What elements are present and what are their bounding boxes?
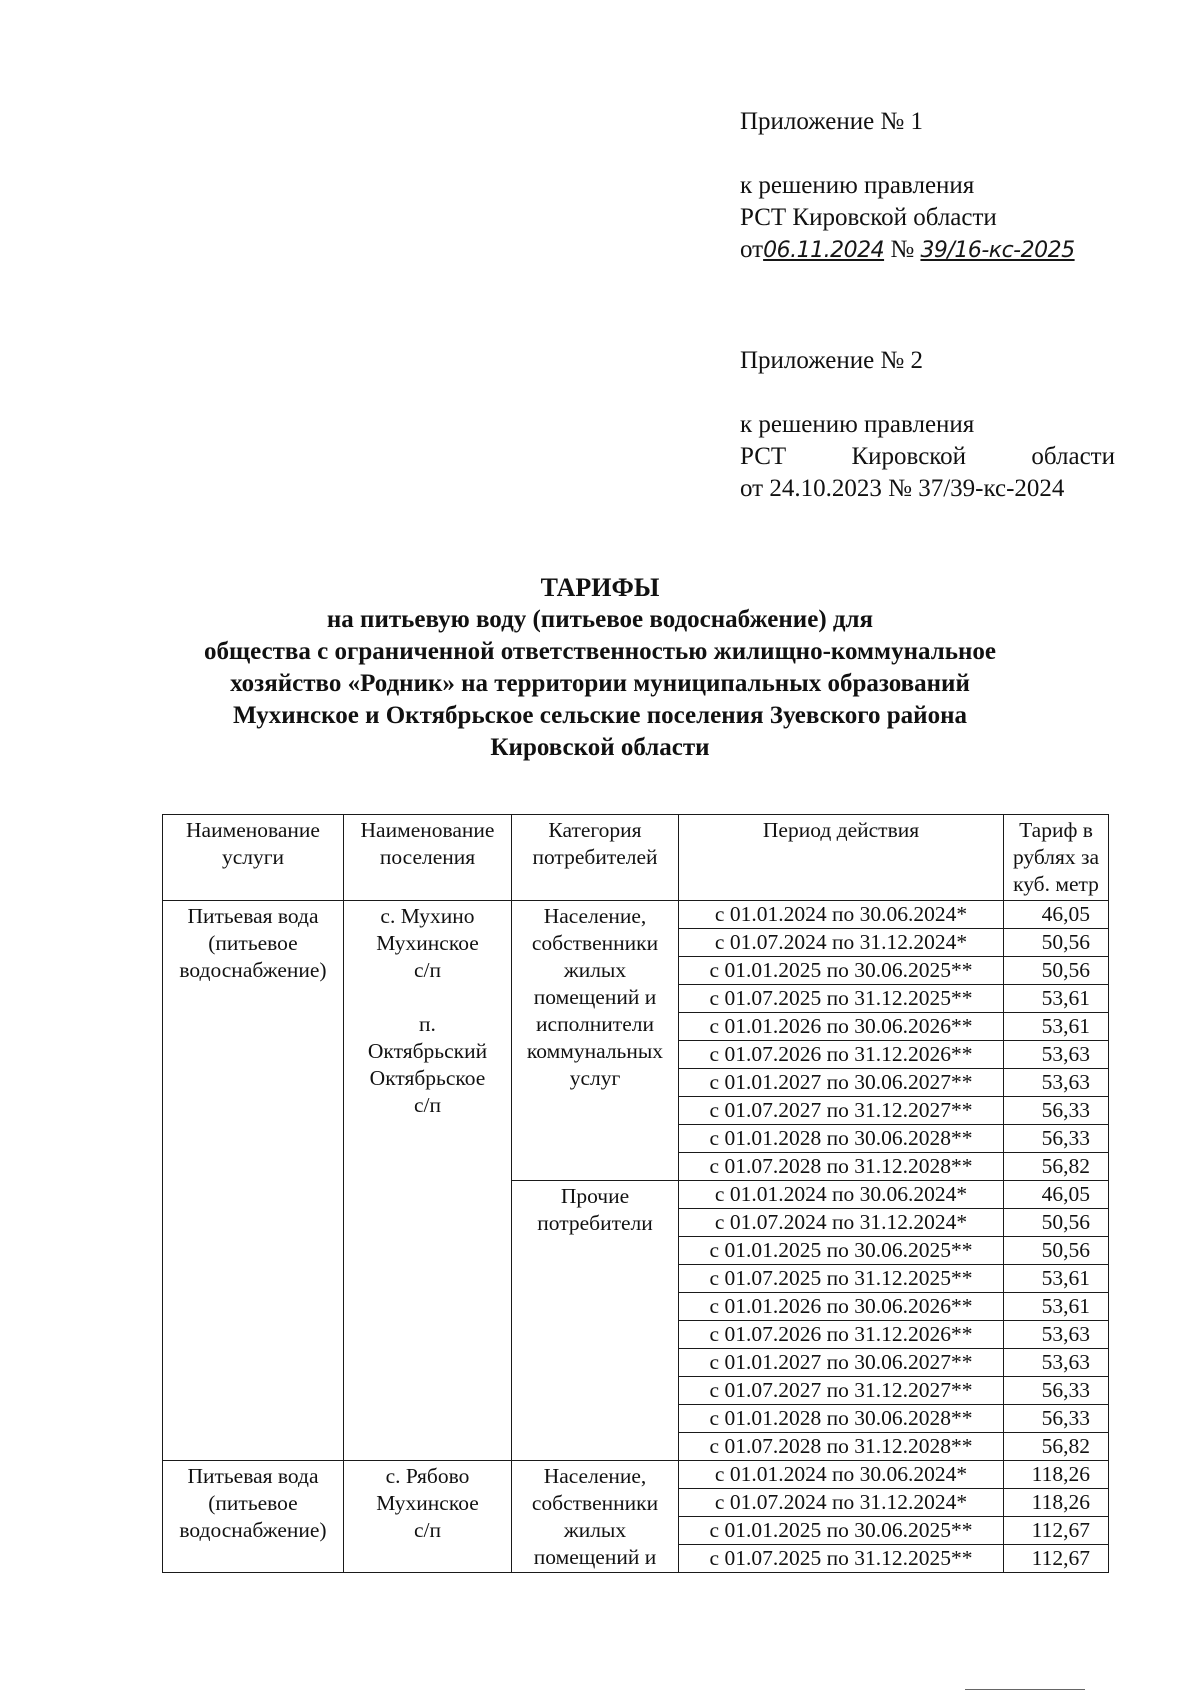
appendix-1-date-line (740, 234, 1115, 267)
appendix-1-line-1: к решению правления (740, 172, 975, 199)
cell-line: Прочие (560, 1184, 630, 1208)
period-cell (679, 1209, 1004, 1237)
appendix-2-line-3: от 24.10.2023 № 37/39-кс-2024 (740, 475, 1065, 502)
header-text: Тариф в (1019, 818, 1093, 842)
tariff-cell: 56,33 (1004, 1125, 1109, 1153)
period-cell (679, 1181, 1004, 1209)
period-cell (679, 1153, 1004, 1181)
period-text: с 01.01.2027 по 30.06.2027** (709, 1350, 973, 1374)
period-cell (679, 957, 1004, 985)
cell-line: с. Рябово (385, 1464, 470, 1488)
tariff-cell: 53,63 (1004, 1041, 1109, 1069)
table-row (163, 901, 1109, 929)
period-cell (679, 1405, 1004, 1433)
header-category (512, 815, 679, 901)
period-text: с 01.07.2027 по 31.12.2027** (709, 1098, 973, 1122)
cell-line: исполнители (536, 1012, 654, 1036)
period-text: с 01.07.2026 по 31.12.2026** (709, 1042, 973, 1066)
header-text: услуги (221, 845, 285, 869)
cell-line: с/п (413, 958, 442, 982)
footnote-rule (965, 1689, 1085, 1690)
period-cell (679, 985, 1004, 1013)
tariff-cell: 56,33 (1004, 1097, 1109, 1125)
period-cell (679, 1545, 1004, 1573)
tariff-cell: 56,82 (1004, 1433, 1109, 1461)
appendix-1-block (740, 106, 1115, 267)
period-text: с 01.01.2028 по 30.06.2028** (709, 1406, 973, 1430)
handwritten-number: 39/16-кс-2025 (920, 238, 1075, 263)
cell-line: Мухинское (376, 931, 479, 955)
period-cell (679, 1461, 1004, 1489)
header-text: потребителей (532, 845, 658, 869)
tariff-cell: 53,61 (1004, 1265, 1109, 1293)
appendix-1-prefix-from: от (740, 236, 764, 263)
appendix-1-line-2: РСТ Кировской области (740, 204, 997, 231)
appendix-1-prefix-no: № (890, 236, 915, 263)
header-tariff (1004, 815, 1109, 901)
cell-line: жилых (563, 958, 627, 982)
period-text: с 01.01.2024 по 30.06.2024* (714, 902, 968, 926)
period-text: с 01.01.2024 по 30.06.2024* (714, 1462, 968, 1486)
tariff-cell: 50,56 (1004, 929, 1109, 957)
cell-line: Питьевая вода (187, 1464, 319, 1488)
appendix-2-word-2: Кировской (851, 443, 967, 470)
cell-line: с/п (413, 1093, 442, 1117)
cell-line: водоснабжение) (179, 1518, 327, 1542)
heading-line-4: Мухинское и Октябрьское сельские поселения Зуевского района (232, 702, 967, 729)
header-service (163, 815, 344, 901)
tariff-cell: 56,33 (1004, 1405, 1109, 1433)
period-text: с 01.01.2025 по 30.06.2025** (709, 1518, 973, 1542)
period-text: с 01.01.2025 по 30.06.2025** (709, 958, 973, 982)
period-cell (679, 1349, 1004, 1377)
appendix-1-title: Приложение № 1 (740, 108, 924, 135)
appendix-2-title: Приложение № 2 (740, 347, 924, 374)
period-cell (679, 1293, 1004, 1321)
period-text: с 01.07.2024 по 31.12.2024* (714, 930, 968, 954)
cell-line: потребители (537, 1211, 653, 1235)
header-text: Наименование (186, 818, 320, 842)
period-text: с 01.07.2028 по 31.12.2028** (709, 1434, 973, 1458)
header-text: поселения (379, 845, 476, 869)
appendix-2-line-1: к решению правления (740, 411, 975, 438)
period-cell (679, 901, 1004, 929)
period-text: с 01.07.2025 по 31.12.2025** (709, 986, 973, 1010)
period-cell (679, 1237, 1004, 1265)
period-cell (679, 1517, 1004, 1545)
period-cell (679, 1097, 1004, 1125)
handwritten-date: 06.11.2024 (763, 238, 885, 263)
period-text: с 01.01.2024 по 30.06.2024* (714, 1182, 968, 1206)
period-text: с 01.01.2027 по 30.06.2027** (709, 1070, 973, 1094)
tariff-cell: 50,56 (1004, 1237, 1109, 1265)
cell-line: Мухинское (376, 1491, 479, 1515)
header-text: рублях за (1012, 845, 1100, 869)
period-cell (679, 1489, 1004, 1517)
period-text: с 01.01.2026 по 30.06.2026** (709, 1294, 973, 1318)
cell-line: жилых (563, 1518, 627, 1542)
header-text: Категория (548, 818, 642, 842)
cell-line: помещений и (533, 1545, 657, 1569)
category-cell (512, 901, 679, 1181)
header-text: куб. метр (1013, 872, 1099, 896)
heading-line-3: хозяйство «Родник» на территории муниципальных образований (230, 670, 970, 697)
tariff-cell: 56,33 (1004, 1377, 1109, 1405)
service-cell (163, 901, 344, 1461)
settlement-cell (344, 1461, 512, 1573)
tariff-cell: 46,05 (1004, 1181, 1109, 1209)
tariff-cell: 118,26 (1004, 1489, 1109, 1517)
table-header-row (163, 815, 1109, 901)
header-period (679, 815, 1004, 901)
tariff-cell: 53,63 (1004, 1349, 1109, 1377)
tariff-cell: 112,67 (1004, 1517, 1109, 1545)
cell-line: с. Мухино (380, 904, 475, 928)
tariff-cell: 50,56 (1004, 957, 1109, 985)
header-text: Наименование (360, 818, 495, 842)
cell-line: услуг (569, 1066, 621, 1090)
table-row (163, 1461, 1109, 1489)
cell-line: Питьевая вода (187, 904, 319, 928)
document-heading (100, 572, 1100, 764)
cell-line: коммунальных (526, 1039, 664, 1063)
cell-line: (питьевое (208, 1491, 298, 1515)
category-cell (512, 1181, 679, 1461)
cell-line: Октябрьский (367, 1039, 488, 1063)
settlement-cell (344, 901, 512, 1461)
cell-line: водоснабжение) (179, 958, 327, 982)
period-cell (679, 1041, 1004, 1069)
heading-main: ТАРИФЫ (540, 573, 660, 602)
period-cell (679, 1321, 1004, 1349)
cell-line: п. (419, 1012, 436, 1036)
appendix-2-line-2 (740, 441, 1115, 473)
period-text: с 01.07.2024 по 31.12.2024* (714, 1490, 968, 1514)
tariff-cell: 46,05 (1004, 901, 1109, 929)
category-cell (512, 1461, 679, 1573)
period-text: с 01.01.2026 по 30.06.2026** (709, 1014, 973, 1038)
tariff-cell: 53,61 (1004, 985, 1109, 1013)
period-text: с 01.07.2028 по 31.12.2028** (709, 1154, 973, 1178)
cell-spacer (346, 984, 509, 1011)
heading-line-5: Кировской области (490, 734, 710, 761)
cell-line: Октябрьское (369, 1066, 486, 1090)
heading-line-1: на питьевую воду (питьевое водоснабжение) для (326, 606, 874, 633)
period-cell (679, 1265, 1004, 1293)
period-cell (679, 929, 1004, 957)
period-text: с 01.01.2028 по 30.06.2028** (709, 1126, 973, 1150)
tariff-cell: 50,56 (1004, 1209, 1109, 1237)
tariff-cell: 112,67 (1004, 1545, 1109, 1573)
period-cell (679, 1013, 1004, 1041)
cell-line: (питьевое (208, 931, 298, 955)
cell-line: помещений и (533, 985, 657, 1009)
cell-line: с/п (413, 1518, 442, 1542)
period-text: с 01.07.2025 по 31.12.2025** (709, 1546, 973, 1570)
tariff-cell: 53,63 (1004, 1321, 1109, 1349)
heading-line-2: общества с ограниченной ответственностью жилищно-коммунальное (204, 638, 996, 665)
period-text: с 01.07.2024 по 31.12.2024* (714, 1210, 968, 1234)
cell-line: собственники (531, 931, 659, 955)
period-cell (679, 1125, 1004, 1153)
header-settlement (344, 815, 512, 901)
appendix-2-block (740, 345, 1115, 505)
cell-line: Население, (543, 904, 647, 928)
service-cell (163, 1461, 344, 1573)
header-text: Период действия (762, 818, 920, 842)
tariff-table (162, 814, 1109, 1573)
tariff-cell: 56,82 (1004, 1153, 1109, 1181)
appendix-2-word-1: РСТ (740, 443, 787, 470)
period-text: с 01.07.2026 по 31.12.2026** (709, 1322, 973, 1346)
tariff-cell: 53,63 (1004, 1069, 1109, 1097)
tariff-cell: 53,61 (1004, 1293, 1109, 1321)
tariff-cell: 53,61 (1004, 1013, 1109, 1041)
period-text: с 01.01.2025 по 30.06.2025** (709, 1238, 973, 1262)
period-text: с 01.07.2025 по 31.12.2025** (709, 1266, 973, 1290)
period-cell (679, 1377, 1004, 1405)
tariff-cell: 118,26 (1004, 1461, 1109, 1489)
period-cell (679, 1433, 1004, 1461)
cell-line: Население, (543, 1464, 647, 1488)
period-text: с 01.07.2027 по 31.12.2027** (709, 1378, 973, 1402)
appendix-2-word-3: области (1031, 443, 1115, 470)
period-cell (679, 1069, 1004, 1097)
cell-line: собственники (531, 1491, 659, 1515)
